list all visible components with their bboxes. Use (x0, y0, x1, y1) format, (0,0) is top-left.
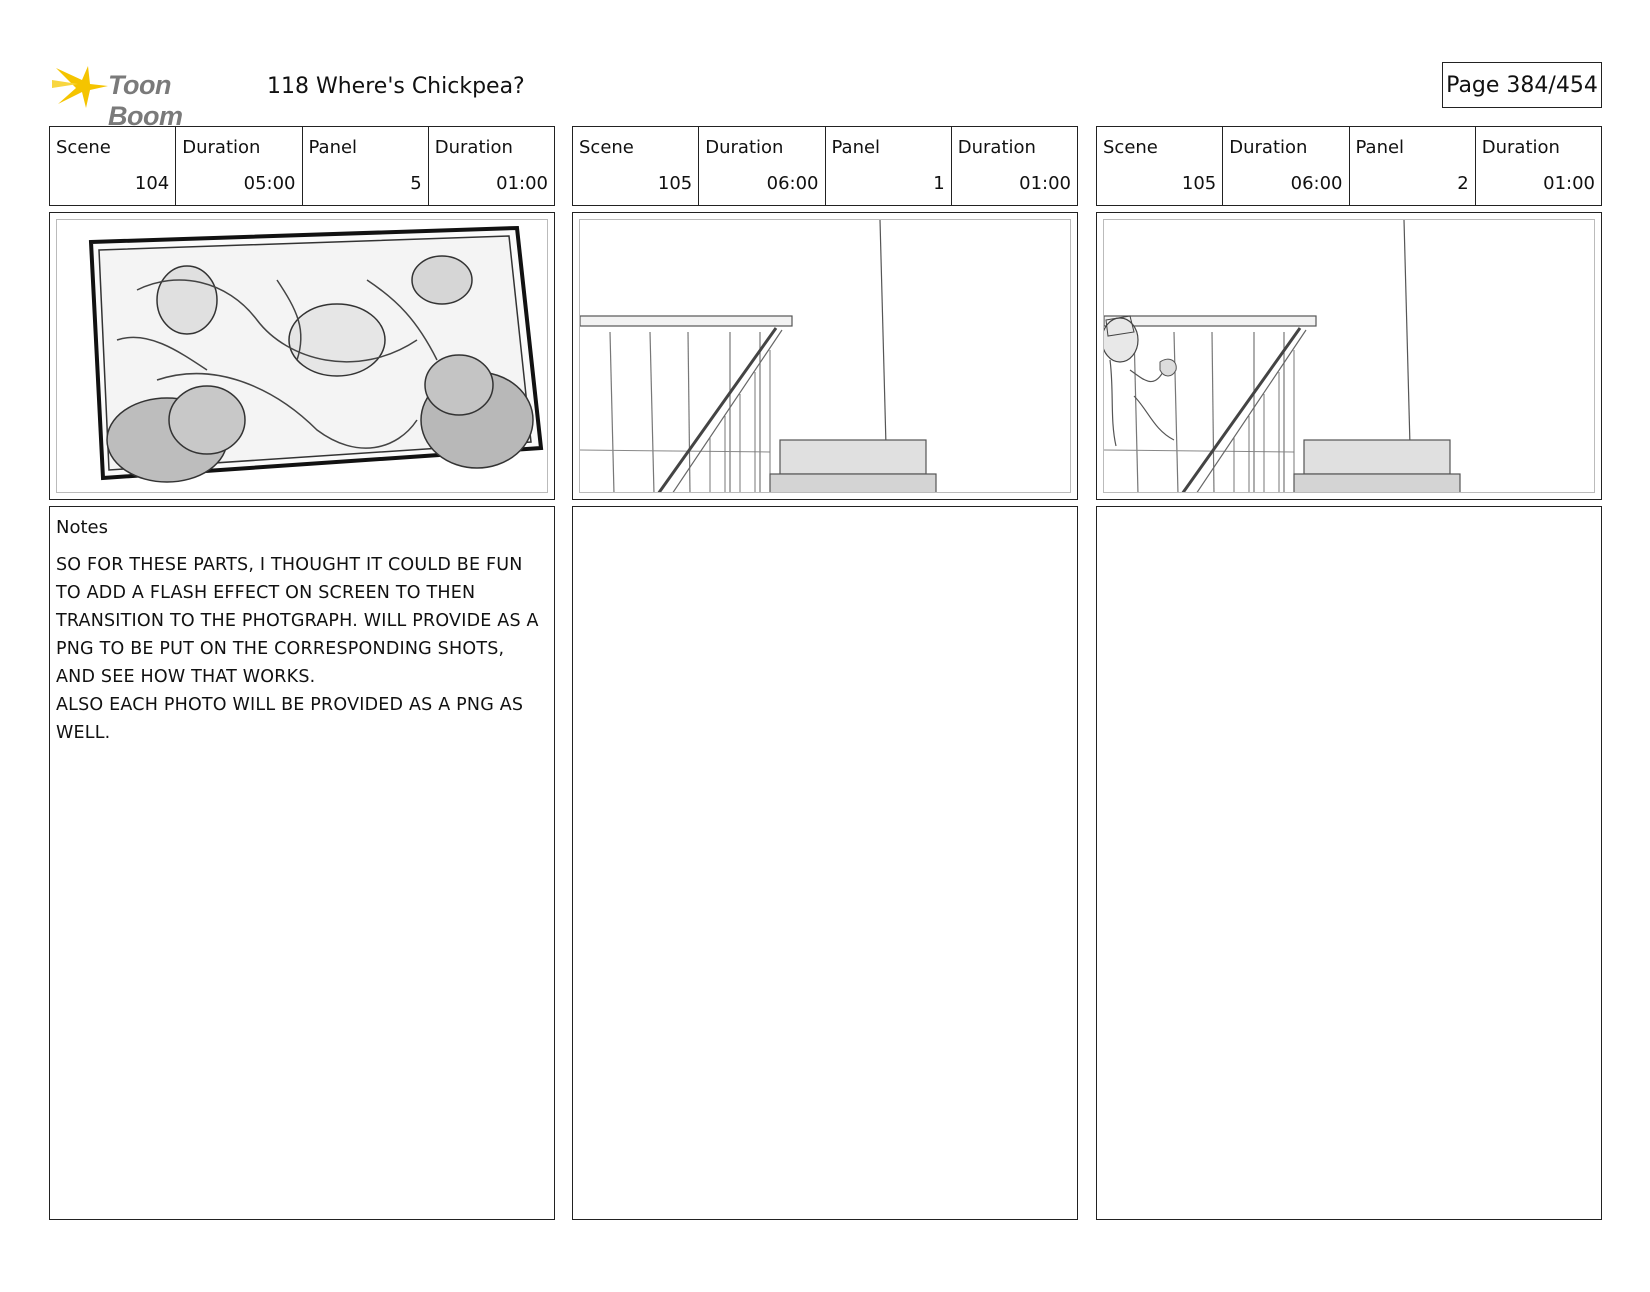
panel-image-frame (1096, 212, 1602, 500)
panel-duration-cell (1476, 127, 1601, 205)
page-number: Page 384/454 (1442, 62, 1602, 108)
panel-duration-cell (952, 127, 1077, 205)
duration-label: Duration (434, 137, 513, 158)
panel-duration-value: 01:00 (1543, 173, 1595, 194)
photograph-sketch (56, 219, 548, 493)
notes-label: Notes (56, 517, 108, 538)
notes-box (1096, 506, 1602, 1220)
scene-duration-value: 06:00 (1290, 173, 1343, 194)
panel-duration-value: 01:00 (1019, 173, 1071, 194)
star-icon (52, 58, 112, 114)
toon-boom-logo (52, 58, 252, 131)
panel-duration-cell (429, 127, 554, 205)
storyboard-title: 118 Where's Chickpea? (267, 74, 525, 99)
panel-label: Panel (308, 137, 358, 158)
scene-cell (573, 127, 699, 205)
panel-cell (303, 127, 429, 205)
panel-value: 5 (410, 173, 422, 194)
notes-box (49, 506, 555, 1220)
staircase-character-sketch (1103, 219, 1595, 493)
duration-label: Duration (957, 137, 1036, 158)
scene-duration-value: 05:00 (243, 173, 296, 194)
scene-label: Scene (56, 137, 111, 158)
panel-value: 2 (1457, 173, 1469, 194)
scene-duration-cell (699, 127, 825, 205)
panel-image-frame (572, 212, 1078, 500)
panel-label: Panel (831, 137, 881, 158)
scene-cell (1097, 127, 1223, 205)
logo-text: Toon Boom (108, 70, 183, 131)
scene-value: 105 (657, 173, 693, 194)
duration-label: Duration (1481, 137, 1560, 158)
scene-duration-value: 06:00 (766, 173, 819, 194)
panel-value: 1 (933, 173, 945, 194)
scene-duration-cell (1223, 127, 1349, 205)
scene-value: 104 (134, 173, 170, 194)
scene-cell (50, 127, 176, 205)
panel-info-row (572, 126, 1078, 206)
panel-cell (826, 127, 952, 205)
scene-value: 105 (1181, 173, 1217, 194)
panel-duration-value: 01:00 (496, 173, 548, 194)
notes-text: SO FOR THESE PARTS, I THOUGHT IT COULD BE FUN TO ADD A FLASH EFFECT ON SCREEN TO THEN TRANSITION TO THE PHOTGRAPH. WILL PROVIDE AS A PNG TO BE PUT ON THE CORRESPONDING SHOTS, AND SEE HOW THAT WORKS. ALSO EACH PHOTO WILL BE PROVIDED AS A PNG AS WELL. (56, 555, 539, 743)
duration-label: Duration (1229, 137, 1308, 158)
scene-duration-cell (176, 127, 302, 205)
staircase-sketch (579, 219, 1071, 493)
panel-image-frame (49, 212, 555, 500)
notes-box (572, 506, 1078, 1220)
panel-label: Panel (1355, 137, 1405, 158)
duration-label: Duration (182, 137, 261, 158)
scene-label: Scene (579, 137, 634, 158)
panel-info-row (1096, 126, 1602, 206)
panel-cell (1350, 127, 1476, 205)
panel-info-row (49, 126, 555, 206)
duration-label: Duration (705, 137, 784, 158)
scene-label: Scene (1103, 137, 1158, 158)
